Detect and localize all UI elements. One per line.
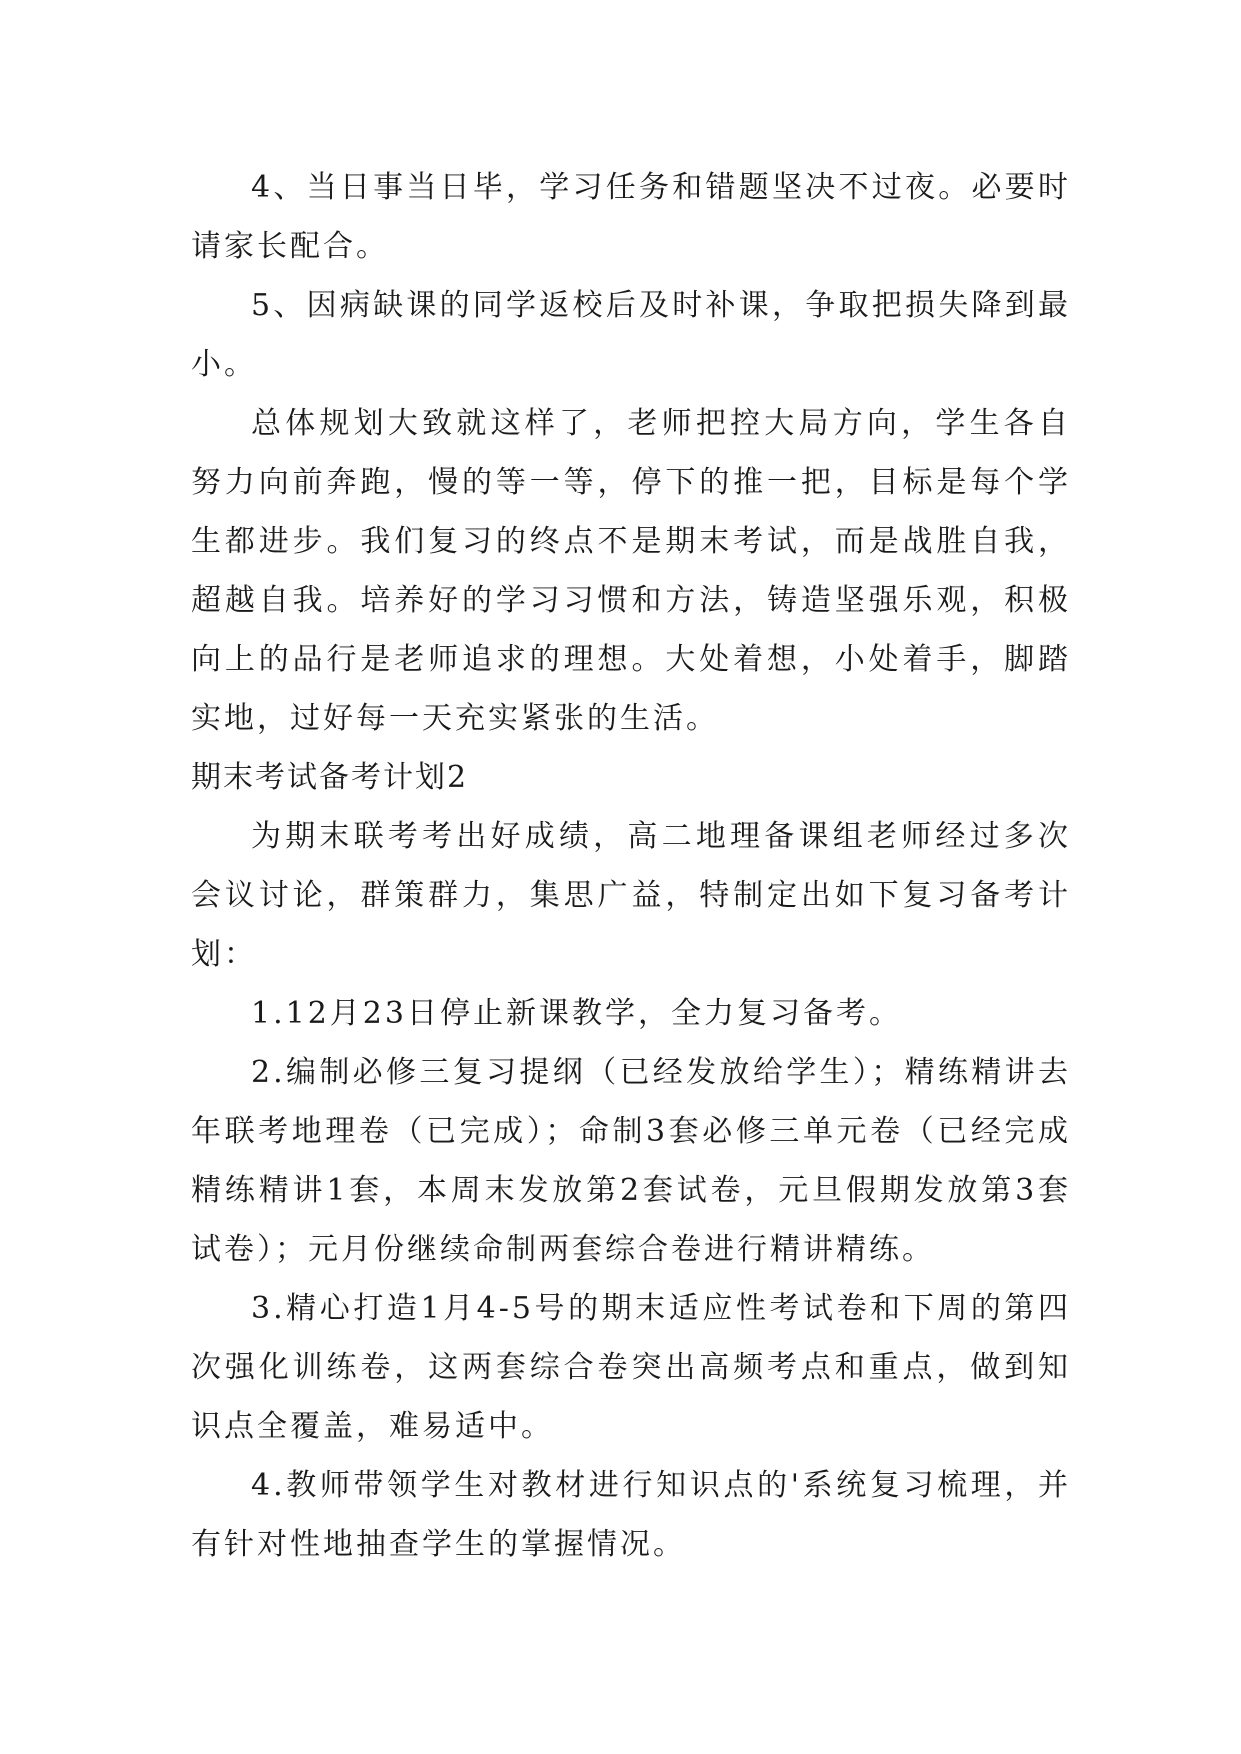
paragraph-item-5: 5、因病缺课的同学返校后及时补课，争取把损失降到最小。 [191, 288, 1071, 382]
document-body [191, 158, 1071, 1574]
plan-item-1: 1.12月23日停止新课教学，全力复习备考。 [251, 996, 902, 1031]
section-title: 期末考试备考计划2 [191, 760, 469, 795]
plan-item-2: 2.编制必修三复习提纲（已经发放给学生）；精练精讲去年联考地理卷（已完成）；命制3套必修三单元卷（已经完成精练精讲1套，本周末发放第2套试卷，元旦假期发放第3套试卷）；元月份继续命制两套综合卷进行精讲精练。 [191, 1055, 1071, 1267]
paragraph-intro: 为期末联考考出好成绩，高二地理备课组老师经过多次会议讨论，群策群力，集思广益，特制定出如下复习备考计划： [191, 819, 1071, 972]
paragraph-item-4: 4、当日事当日毕，学习任务和错题坚决不过夜。必要时请家长配合。 [191, 170, 1071, 264]
plan-item-4: 4.教师带领学生对教材进行知识点的'系统复习梳理，并有针对性地抽查学生的掌握情况。 [191, 1468, 1071, 1562]
paragraph-summary: 总体规划大致就这样了，老师把控大局方向，学生各自努力向前奔跑，慢的等一等，停下的推一把，目标是每个学生都进步。我们复习的终点不是期末考试，而是战胜自我，超越自我。培养好的学习习惯和方法，铸造坚强乐观，积极向上的品行是老师追求的理想。大处着想，小处着手，脚踏实地，过好每一天充实紧张的生活。 [191, 406, 1071, 736]
plan-item-3: 3.精心打造1月4-5号的期末适应性考试卷和下周的第四次强化训练卷，这两套综合卷突出高频考点和重点，做到知识点全覆盖，难易适中。 [191, 1291, 1071, 1444]
